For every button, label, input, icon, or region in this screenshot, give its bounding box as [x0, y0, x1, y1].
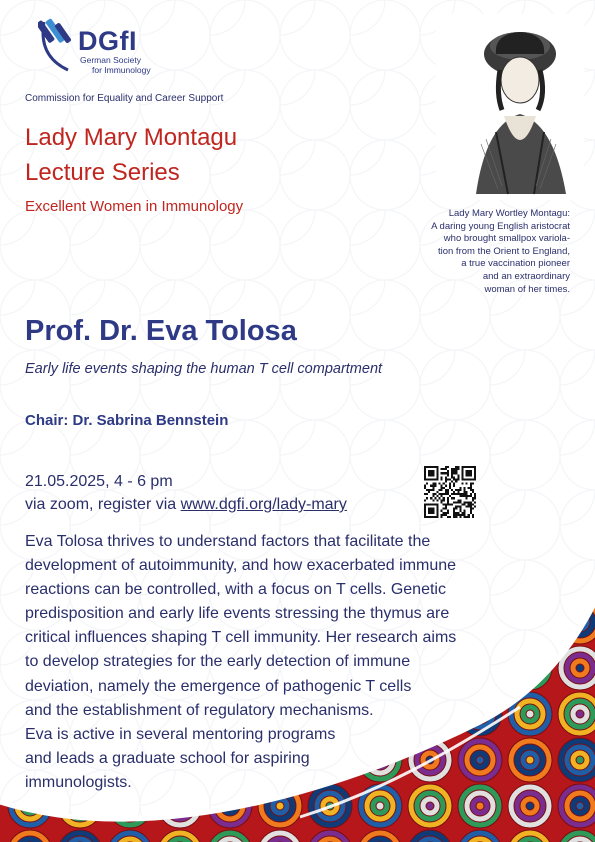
bio-line: development of autoimmunity, and how exacerbated immune	[25, 557, 457, 575]
logo-subtitle-1: German Society	[80, 55, 141, 65]
bio-line: and leads a graduate school for aspiring	[25, 749, 310, 767]
logo-subtitle-2: for Immunology	[92, 65, 151, 75]
portrait-engraving	[436, 14, 584, 200]
portrait-caption	[380, 208, 570, 296]
caption-line: Lady Mary Wortley Montagu:	[448, 208, 570, 219]
event-date: 21.05.2025, 4 - 6 pm	[25, 473, 173, 490]
event-registration	[25, 496, 347, 514]
bio-line: and the establishment of regulatory mechanisms.	[25, 701, 374, 719]
caption-line: and an extraordinary	[482, 270, 570, 282]
caption-line: who brought smallpox variola-	[443, 233, 570, 245]
qr-code-icon[interactable]	[424, 466, 476, 518]
commission-label: Commission for Equality and Career Support	[25, 93, 224, 104]
registration-link[interactable]: www.dgfi.org/lady-mary	[180, 496, 347, 513]
bio-line: to develop strategies for the early detection of immune	[25, 653, 411, 671]
speaker-bio	[25, 530, 545, 795]
caption-line: tion from the Orient to England,	[437, 245, 570, 257]
bio-line: Eva is active in several mentoring programs	[25, 725, 336, 743]
bio-line: predisposition and early life events stressing the thymus are	[25, 605, 450, 623]
series-title-line1: Lady Mary Montagu	[25, 124, 238, 151]
dgfi-logo	[38, 14, 208, 76]
caption-line: woman of her times.	[484, 283, 570, 295]
bio-line: Eva Tolosa thrives to understand factors that facilitate the	[25, 533, 431, 550]
bio-line: reactions can be controlled, with a focus on T cells. Genetic	[25, 581, 446, 599]
talk-title: Early life events shaping the human T cell compartment	[25, 361, 383, 377]
series-subtitle: Excellent Women in Immunology	[25, 198, 244, 215]
register-prefix: via zoom, register via	[25, 496, 181, 513]
bio-line: immunologists.	[25, 773, 132, 791]
caption-line: A daring young English aristocrat	[431, 220, 570, 232]
bio-line: critical influences shaping T cell immunity. Her research aims	[25, 629, 457, 647]
caption-line: a true vaccination pioneer	[461, 258, 570, 270]
series-title-line2: Lecture Series	[25, 159, 180, 186]
speaker-name: Prof. Dr. Eva Tolosa	[25, 315, 297, 347]
logo-name: DGfI	[78, 26, 137, 56]
bio-line: deviation, namely the emergence of pathogenic T cells	[25, 677, 412, 695]
chair-label: Chair: Dr. Sabrina Bennstein	[25, 412, 229, 429]
